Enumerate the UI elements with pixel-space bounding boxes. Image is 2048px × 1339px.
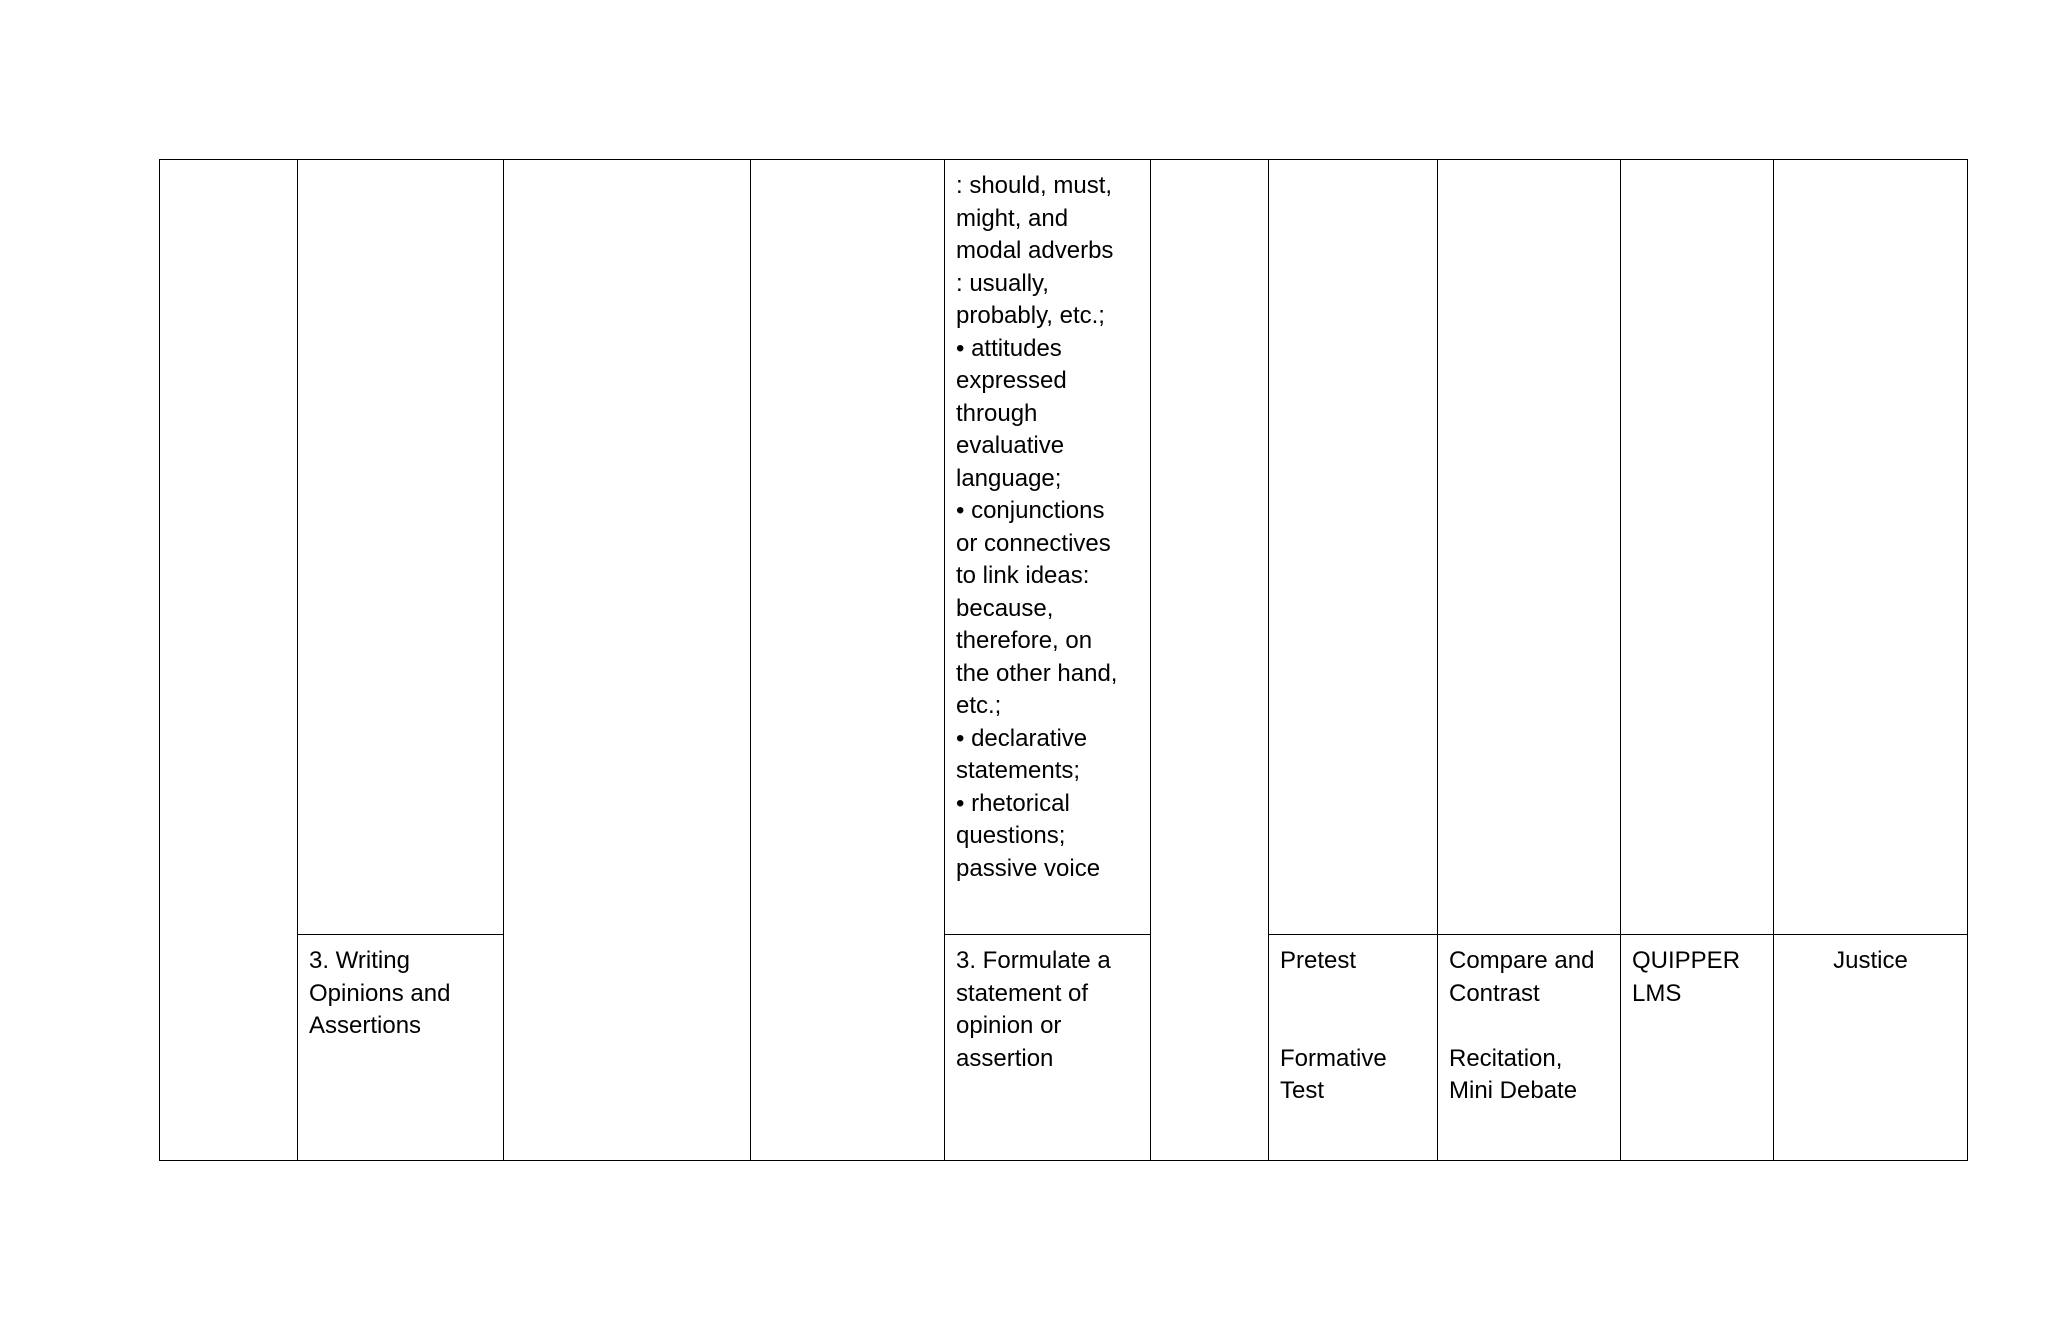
text-line: statements; <box>956 757 1081 784</box>
curriculum-table <box>159 159 1968 1161</box>
table-cell-empty <box>1151 160 1269 1161</box>
text-line: • declarative <box>956 724 1088 752</box>
spacer <box>1280 1010 1426 1043</box>
text-line: Formative <box>1280 1044 1387 1072</box>
text-line: expressed <box>956 367 1067 394</box>
text-line: assertion <box>956 1044 1054 1072</box>
text-line: etc.; <box>956 692 1002 719</box>
activities-cell <box>1438 935 1621 1161</box>
table-cell-empty <box>160 160 298 1161</box>
text-line: or connectives <box>956 529 1111 557</box>
text-line: Justice <box>1833 947 1908 974</box>
table-cell-empty <box>751 160 945 1161</box>
text-line: Mini Debate <box>1449 1077 1578 1104</box>
text-line: • conjunctions <box>956 497 1105 524</box>
spacer <box>1449 1010 1609 1043</box>
text-line: modal adverbs <box>956 237 1114 264</box>
text-line: language; <box>956 464 1062 492</box>
spacer <box>1280 978 1426 1011</box>
text-line: questions; <box>956 822 1066 849</box>
table-cell-empty <box>1438 160 1621 935</box>
topic-cell <box>298 935 504 1161</box>
table-row <box>160 935 1968 1161</box>
table-cell-empty <box>1621 160 1774 935</box>
text-line: evaluative <box>956 432 1065 459</box>
text-line: : usually, <box>956 269 1049 297</box>
language-features-cell <box>945 160 1151 935</box>
text-line: the other hand, <box>956 659 1118 687</box>
text-line: Opinions and <box>309 979 451 1007</box>
text-line: Assertions <box>309 1012 422 1039</box>
table-cell-empty <box>1774 160 1968 935</box>
table-cell-empty <box>298 160 504 935</box>
competency-cell <box>945 935 1151 1161</box>
resources-cell <box>1621 935 1774 1161</box>
text-line: Compare and <box>1449 947 1595 974</box>
text-line: through <box>956 399 1038 427</box>
text-line: therefore, on <box>956 627 1093 654</box>
text-line: QUIPPER <box>1632 947 1741 974</box>
text-line: opinion or <box>956 1012 1062 1039</box>
value-cell <box>1774 935 1968 1161</box>
table-cell-empty <box>504 160 751 1161</box>
table-row <box>160 160 1968 935</box>
table-cell-empty <box>1269 160 1438 935</box>
text-line: because, <box>956 594 1054 622</box>
text-line: Pretest <box>1280 947 1357 974</box>
text-line: Test <box>1280 1077 1325 1104</box>
text-line: • rhetorical <box>956 789 1070 817</box>
text-line: passive voice <box>956 854 1101 882</box>
text-line: statement of <box>956 979 1089 1007</box>
text-line: • attitudes <box>956 334 1062 362</box>
text-line: to link ideas: <box>956 562 1090 589</box>
text-line: 3. Formulate a <box>956 947 1111 974</box>
text-line: Recitation, <box>1449 1044 1563 1072</box>
text-line: : should, must, <box>956 172 1113 199</box>
text-line: might, and <box>956 204 1069 232</box>
text-line: 3. Writing <box>309 947 410 974</box>
text-line: Contrast <box>1449 979 1540 1007</box>
assessment-cell <box>1269 935 1438 1161</box>
text-line: LMS <box>1632 979 1682 1007</box>
text-line: probably, etc.; <box>956 302 1105 329</box>
